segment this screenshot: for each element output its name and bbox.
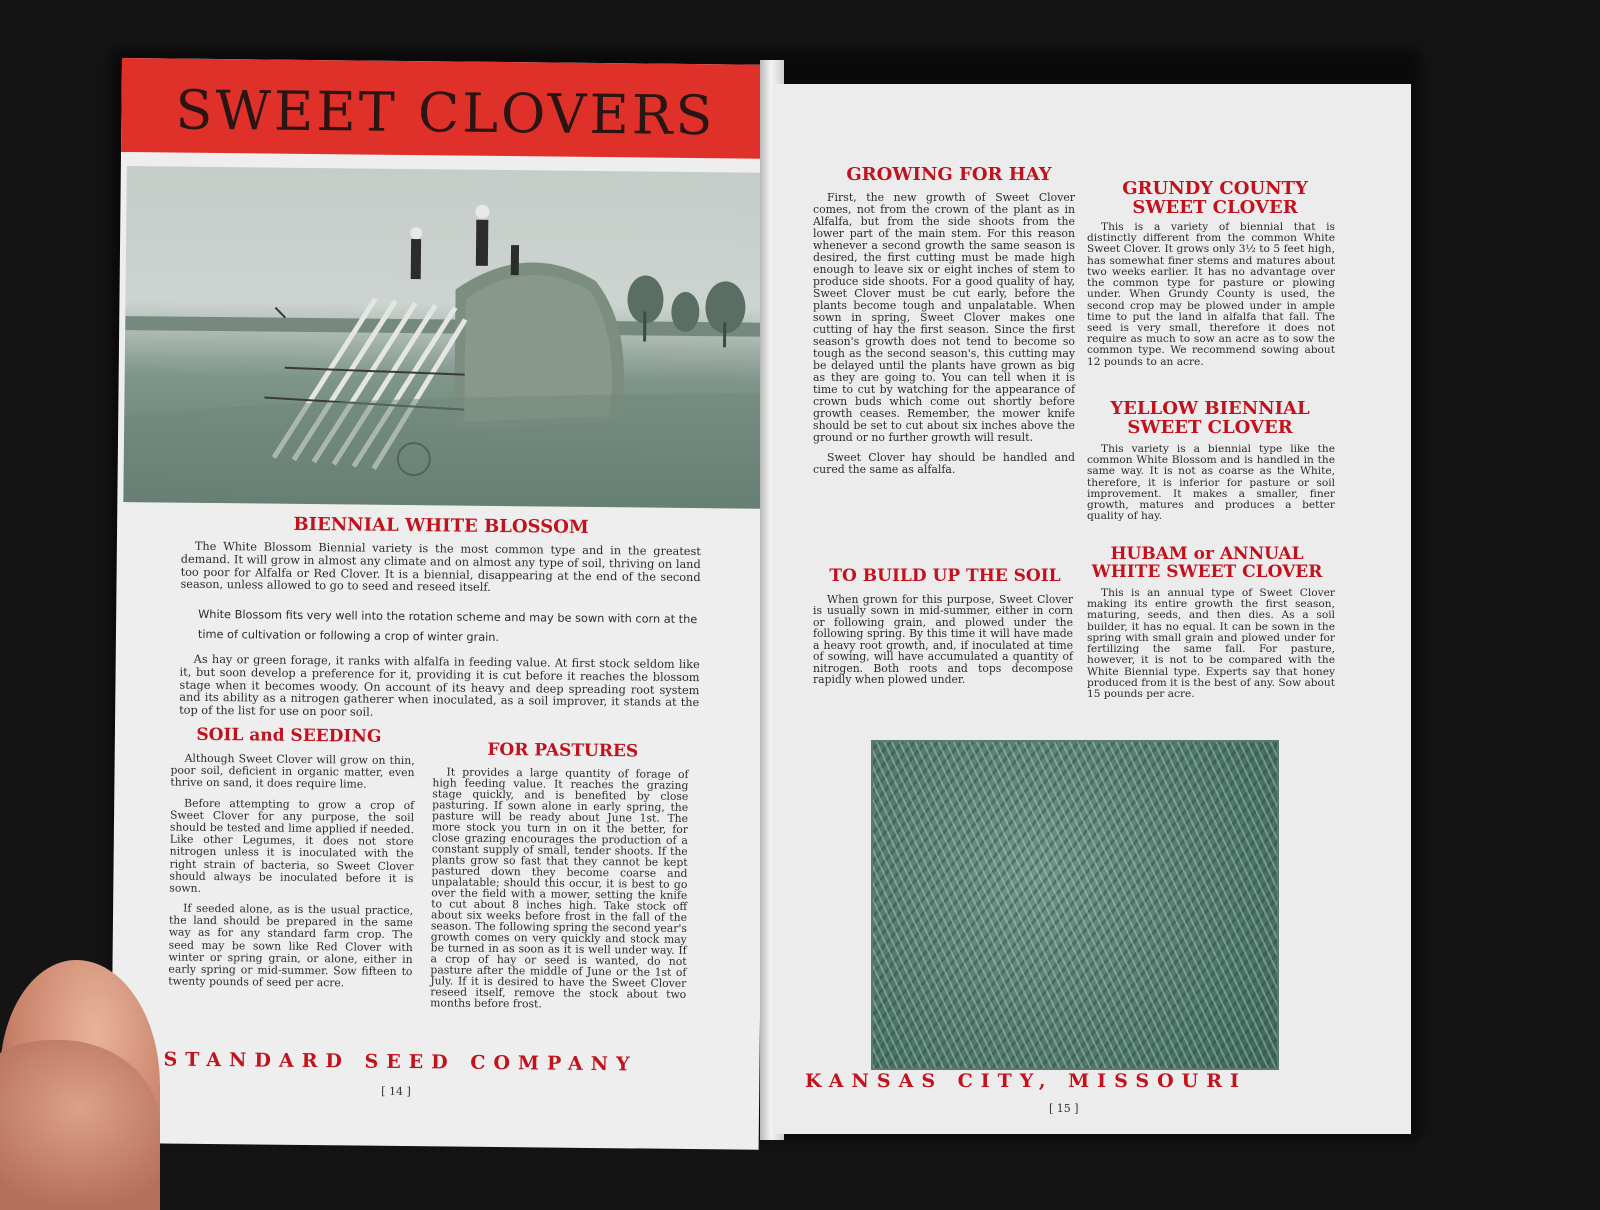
hay-loader-photo	[123, 166, 764, 509]
hay-body	[813, 192, 1075, 484]
biennial-heading: BIENNIAL WHITE BLOSSOM	[293, 513, 589, 538]
grundy-para-1: This is a variety of biennial that is distinctly different from the common White Sweet Clover. It grows only 3½ to 5 feet high, has somewhat finer stems and matures about two weeks earlier. It has no advantage over the common type for pasture or plowing under. When Grundy County is used, the second crop may be plowed under in ample time to put the land in alfalfa that fall. The seed is very small, therefore it does not require as much to sow an acre as to sow the common type. We recommend sowing about 12 pounds to an acre.	[1087, 221, 1335, 368]
hay-para-1: First, the new growth of Sweet Clover comes, not from the crown of the plant as in Alfalfa, but from the side shoots from the lower part of the main stem. For this reason whenever a second growth the same season is desired, the first cutting must be made high enough to leave six or eight inches of stem to produce side shoots. For a good quality of hay, Sweet Clover must be cut early, before the plants become tough and unpalatable. When sown in spring, Sweet Clover makes one cutting of hay the first season. Since the first season's growth does not tend to become so tough as the second season's, this cutting may be delayed until the plants have grown as big as they are going to. You can tell when it is time to cut by watching for the appearance of crown buds which come out shortly before growth ceases. Remember, the mower knife should be set to cut about six inches above the ground or no further growth will result.	[813, 191, 1075, 444]
biennial-para-2: White Blossom fits very well into the rotation scheme and may be sown with corn at the time of cultivation or following a crop of winter grain.	[197, 607, 698, 644]
pastures-heading: FOR PASTURES	[487, 739, 639, 762]
page-number-right: [ 15 ]	[1049, 1102, 1079, 1115]
left-page	[111, 58, 770, 1150]
soil-body	[168, 753, 415, 999]
yellow-heading: YELLOW BIENNIAL SWEET CLOVER	[1110, 398, 1310, 438]
page-title: SWEET CLOVERS	[175, 78, 716, 148]
grundy-heading: GRUNDY COUNTY SWEET CLOVER	[1122, 178, 1308, 218]
grundy-body	[1087, 222, 1335, 376]
right-page	[775, 84, 1411, 1134]
hubam-para-1: This is an annual type of Sweet Clover making its entire growth the first season, maturing, seeds, and then dies. As a soil builder, it has no equal. It can be sown in the spring with small grain and plowed under for fertilizing the same fall. For pasture, however, it is not to be compared with the White Biennial type. Experts say that honey produced from it is the best of any. Sow about 15 pounds per acre.	[1087, 587, 1335, 700]
soil-build-para-1: When grown for this purpose, Sweet Clover is usually sown in mid-summer, either in corn or following grain, and plowed under the following spring. By this time it will have made a heavy root growth, and, if inoculated at time of sowing, will have accumulated a quantity of nitrogen. Both roots and tops decompose rapidly when plowed under.	[813, 593, 1073, 687]
hay-para-2: Sweet Clover hay should be handled and cured the same as alfalfa.	[813, 450, 1075, 476]
yellow-para-1: This variety is a biennial type like the common White Blossom and is handled in the same way. It is not as coarse as the White, therefore, it is inferior for pasture or soil improvement. It makes a smaller, finer growth, matures and produces a better quality of hay.	[1087, 443, 1335, 523]
hay-loader-illustration	[123, 166, 764, 509]
hay-heading: GROWING FOR HAY	[846, 164, 1052, 185]
hubam-body	[1087, 588, 1335, 708]
company-footer: STANDARD SEED COMPANY	[163, 1048, 638, 1076]
soil-para-3: If seeded alone, as is the usual practice, the land should be prepared in the same way as for any standard farm crop. The seed may be sown like Red Clover with winter or spring grain, or alone, either in early spring or mid-summer. Sow fifteen to twenty pounds of seed per acre.	[168, 901, 414, 990]
city-footer: KANSAS CITY, MISSOURI	[805, 1070, 1247, 1092]
soil-build-body	[813, 594, 1073, 694]
soil-para-1: Although Sweet Clover will grow on thin, poor soil, deficient in organic matter, even thrive on sand, it does require lime.	[170, 751, 415, 791]
biennial-body-2	[179, 654, 700, 731]
title-banner	[121, 58, 770, 159]
hubam-heading: HUBAM or ANNUAL WHITE SWEET CLOVER	[1091, 544, 1323, 582]
pastures-body	[430, 766, 689, 1019]
soil-build-heading: TO BUILD UP THE SOIL	[829, 566, 1061, 586]
biennial-para-1: The White Blossom Biennial variety is the most common type and in the greatest demand. It will grow in almost any climate and on almost any type of soil, thriving on land too poor for Alfalfa or Red Clover. It is a biennial, disappearing at the end of the second season, unless allowed to go to seed and reseed itself.	[180, 539, 701, 595]
clover-field-photo	[871, 740, 1279, 1070]
soil-para-2: Before attempting to grow a crop of Sweet Clover for any purpose, the soil should be tested and lime applied if needed. Like other Legumes, it does not store nitrogen unless it is inoculated with the right strain of bacteria, so Sweet Clover should always be inoculated before it is sown.	[169, 796, 415, 895]
yellow-body	[1087, 444, 1335, 531]
page-number-left: [ 14 ]	[381, 1084, 411, 1099]
soil-heading: SOIL and SEEDING	[196, 724, 382, 747]
pastures-para-1: It provides a large quantity of forage of high feeding value. It reaches the grazing stage quickly, and is benefited by close pasturing. If sown alone in early spring, the pasture will be ready about June 1st. The more stock you turn in on it the better, for close grazing encourages the production of a constant supply of small, tender shoots. If the plants grow so fast that they cannot be kept pastured down they become coarse and unpalatable; should this occur, it is best to go over the field with a mower, setting the knife to cut about 8 inches high. Take stock off about six weeks before frost in the fall of the season. The following spring the second year's growth comes on very quickly and stock may be turned in as soon as it is well under way. If a crop of hay or seed is wanted, do not pasture after the middle of June or the 1st of July. If it is desired to have the Sweet Clover reseed itself, remove the stock about two months before frost.	[430, 765, 689, 1011]
biennial-para-3: As hay or green forage, it ranks with alfalfa in feeding value. At first stock seldom like it, but soon develop a preference for it, providing it is cut before it reaches the blossom stage when it becomes woody. On account of its heavy and deep spreading root system and its ability as a nitrogen gatherer when inoculated, as a soil improver, it stands at the top of the list for use on poor soil.	[179, 652, 700, 719]
biennial-body	[180, 541, 701, 605]
